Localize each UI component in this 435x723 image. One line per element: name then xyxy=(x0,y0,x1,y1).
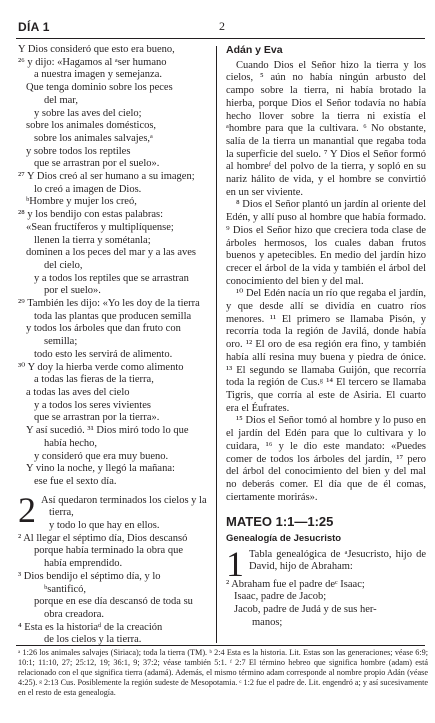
verse-line: ²⁷ Y Dios creó al ser humano a su imagen; xyxy=(18,171,195,183)
verse-line: ²⁹ También les dijo: «Yo les doy de la tierra xyxy=(18,298,200,310)
footnotes: ᵃ 1:26 los animales salvajes (Siriaca); toda la tierra (TM). ᵇ 2:4 Esta es la historia. Lit. Estas son las generaciones; véase 6:9; 10:1; 11:10, 27; 25:12, 19; 36:1, 9; 37:2; véase también 5:1. ᶠ 2:7 El término hebreo que significa hombre (adam) está relacionado con el que significa tierra (adamá). Además, el mismo término adam corresponde al nombre propio Adán (véase 4:25). ᵍ 2:13 Cus. Posiblemente la región sudeste de Mesopotamia. ᶜ 1:2 fue el padre de. Lit. engendró a; y así sucesivamente en el resto de esta genealogía. xyxy=(18,648,428,697)
header-rule xyxy=(16,38,425,39)
paragraph-1: Cuando Dios el Señor hizo la tierra y los cielos, ⁵ aún no había ningún arbusto del campo sobre la tierra, ni había brotado la hierba, porque Dios el Señor todavía no había hecho llover sobre la tierra ni existía el ᵃhombre para que la cultivara. ⁶ No obstante, salía de la tierra un manantial que regaba toda la superficie del suelo. ⁷ Y Dios el Señor formó al hombreᶠ del polvo de la tierra, y sopló en su nariz hálito de vida, y el hombre se convirtió en un ser viviente. xyxy=(226,59,426,198)
verse-line: Y Dios consideró que esto era bueno, xyxy=(18,44,175,55)
verse-line: «Sean fructíferos y multiplíquense; xyxy=(26,221,174,233)
verse-line: ³ Dios bendijo el séptimo día, y lo xyxy=(18,570,161,582)
verse-line: semilla; xyxy=(44,336,78,348)
verse-line: y a todos los seres vivientes xyxy=(34,399,151,411)
section-heading-adan-eva: Adán y Eva xyxy=(226,44,283,56)
verse-line: ²⁶ y dijo: «Hagamos al ᵃser humano xyxy=(18,56,167,68)
verse-line: ³⁰ Y doy la hierba verde como alimento xyxy=(18,361,184,373)
right-column xyxy=(226,44,426,630)
verse-line: Que tenga dominio sobre los peces xyxy=(26,82,173,94)
verse-line: toda las plantas que producen semilla xyxy=(34,310,192,322)
verse-line: dominen a los peces del mar y a las aves xyxy=(26,247,196,259)
verse-line: y todos los árboles que dan fruto con xyxy=(26,323,181,335)
verse-line: Jacob, padre de Judá y de sus her- xyxy=(234,604,377,616)
verse-line: del mar, xyxy=(44,94,78,106)
verse-line: ᵇHombre y mujer los creó, xyxy=(26,196,137,208)
verse-line: había hecho, xyxy=(44,437,98,449)
genesis-left-column xyxy=(18,44,210,647)
footnote-rule xyxy=(16,645,425,646)
verse-line: ² Abraham fue el padre deᶜ Isaac; xyxy=(226,578,365,590)
day-header: DÍA 1 xyxy=(18,20,50,34)
verse-line: ese fue el sexto día. xyxy=(34,475,117,487)
verse-line: a nuestra imagen y semejanza. xyxy=(34,69,162,81)
verse-line: Así quedaron terminados los cielos y la xyxy=(41,494,207,506)
verse-line: a todas las fieras de la tierra, xyxy=(34,374,154,386)
verse-line: y consideró que era muy bueno. xyxy=(34,450,169,462)
verse-line: sobre los animales salvajes,ᵃ xyxy=(34,132,153,144)
verse-line: a todas las aves del cielo xyxy=(26,386,130,398)
chapter-2-verses xyxy=(18,533,210,647)
matthew-reference: MATEO 1:1—1:25 xyxy=(226,514,334,530)
verse-line: Y así sucedió. ³¹ Dios miró todo lo que xyxy=(26,425,189,437)
verse-line: todo esto les servirá de alimento. xyxy=(34,348,173,360)
verse-line: porque había terminado la obra que xyxy=(34,545,183,557)
column-divider xyxy=(216,46,217,643)
verse-line: y sobre las aves del cielo; xyxy=(34,107,142,119)
verse-line: y sobre todos los reptiles xyxy=(26,145,131,157)
verse-line: que se arrastran por la tierra». xyxy=(34,412,160,424)
chapter-2-lines xyxy=(41,495,210,533)
verse-line: había emprendido. xyxy=(44,558,123,570)
verse-line: Y vino la noche, y llegó la mañana: xyxy=(26,463,175,475)
verse-line: tierra, xyxy=(49,507,74,519)
verse-line: obra creadora. xyxy=(44,608,105,620)
paragraph-4: ¹⁵ Dios el Señor tomó al hombre y lo puso en el jardín del Edén para que lo cultivara y lo cuidara, ¹⁶ y le dio este mandato: «Puedes comer de todos los árboles del jardín, ¹⁷ pero del árbol del conocimiento del bien y del mal no deberás comer. El día que de él comas, ciertamente morirás». xyxy=(226,415,426,503)
section-heading-genealogia: Genealogía de Jesucristo xyxy=(226,533,342,545)
verse-line: ² Al llegar el séptimo día, Dios descansó xyxy=(18,532,188,544)
chapter-2-start xyxy=(18,489,210,533)
verse-line: y a todos los reptiles que se arrastran xyxy=(34,272,189,284)
paragraph-2: ⁸ Dios el Señor plantó un jardín al oriente del Edén, y allí puso al hombre que había formado. ⁹ Dios el Señor hizo que creciera toda clase de árboles hermosos, los cuales daban frutos buenos y apetecibles. En medio del jardín hizo crecer el árbol de la vida y también el árbol del conocimiento del bien y del mal. xyxy=(226,199,426,287)
verse-line: lo creó a imagen de Dios. xyxy=(34,183,142,195)
matthew-genealogy-lines xyxy=(226,579,426,630)
verse-line: porque en ese día descansó de toda su xyxy=(34,596,193,608)
paragraph-3: ¹⁰ Del Edén nacía un río que regaba el jardín, y que desde allí se dividía en cuatro ríos menores. ¹¹ El primero se llamaba Pisón, y recorría toda la región de Javilá, donde había oro. ¹² El oro de esa región era fino, y también había allí resina muy buena y piedra de ónice. ¹³ El segundo se llamaba Guijón, que recorría toda la región de Cus.ᵍ ¹⁴ El tercero se llamaba Tigris, que corría al este de Asiria. El cuarto era el Éufrates. xyxy=(226,288,426,414)
verse-line: sobre los animales domésticos, xyxy=(26,120,157,132)
matthew-intro: Tabla genealógica de ᵃJesucristo, hijo de David, hijo de Abraham: xyxy=(249,548,426,573)
verse-line: de los cielos y la tierra. xyxy=(44,634,142,646)
matthew-dropcap: 1 xyxy=(226,543,244,584)
verse-line: por el suelo». xyxy=(44,285,101,297)
verse-line: y todo lo que hay en ellos. xyxy=(49,520,160,532)
verse-line: manos; xyxy=(252,616,283,628)
verse-line: ⁴ Esta es la historiaᵈ de la creación xyxy=(18,621,163,633)
verse-line: Isaac, padre de Jacob; xyxy=(234,591,327,603)
verse-line: ²⁸ y los bendijo con estas palabras: xyxy=(18,209,164,221)
verse-line: del cielo, xyxy=(44,259,83,271)
page-number: 2 xyxy=(219,19,225,33)
verse-line: llenen la tierra y sométanla; xyxy=(34,234,151,246)
poetry-lines xyxy=(18,44,210,489)
chapter-number-dropcap: 2 xyxy=(18,489,36,530)
verse-line: ᵇsantificó, xyxy=(44,583,87,595)
verse-line: que se arrastran por el suelo». xyxy=(34,158,160,170)
